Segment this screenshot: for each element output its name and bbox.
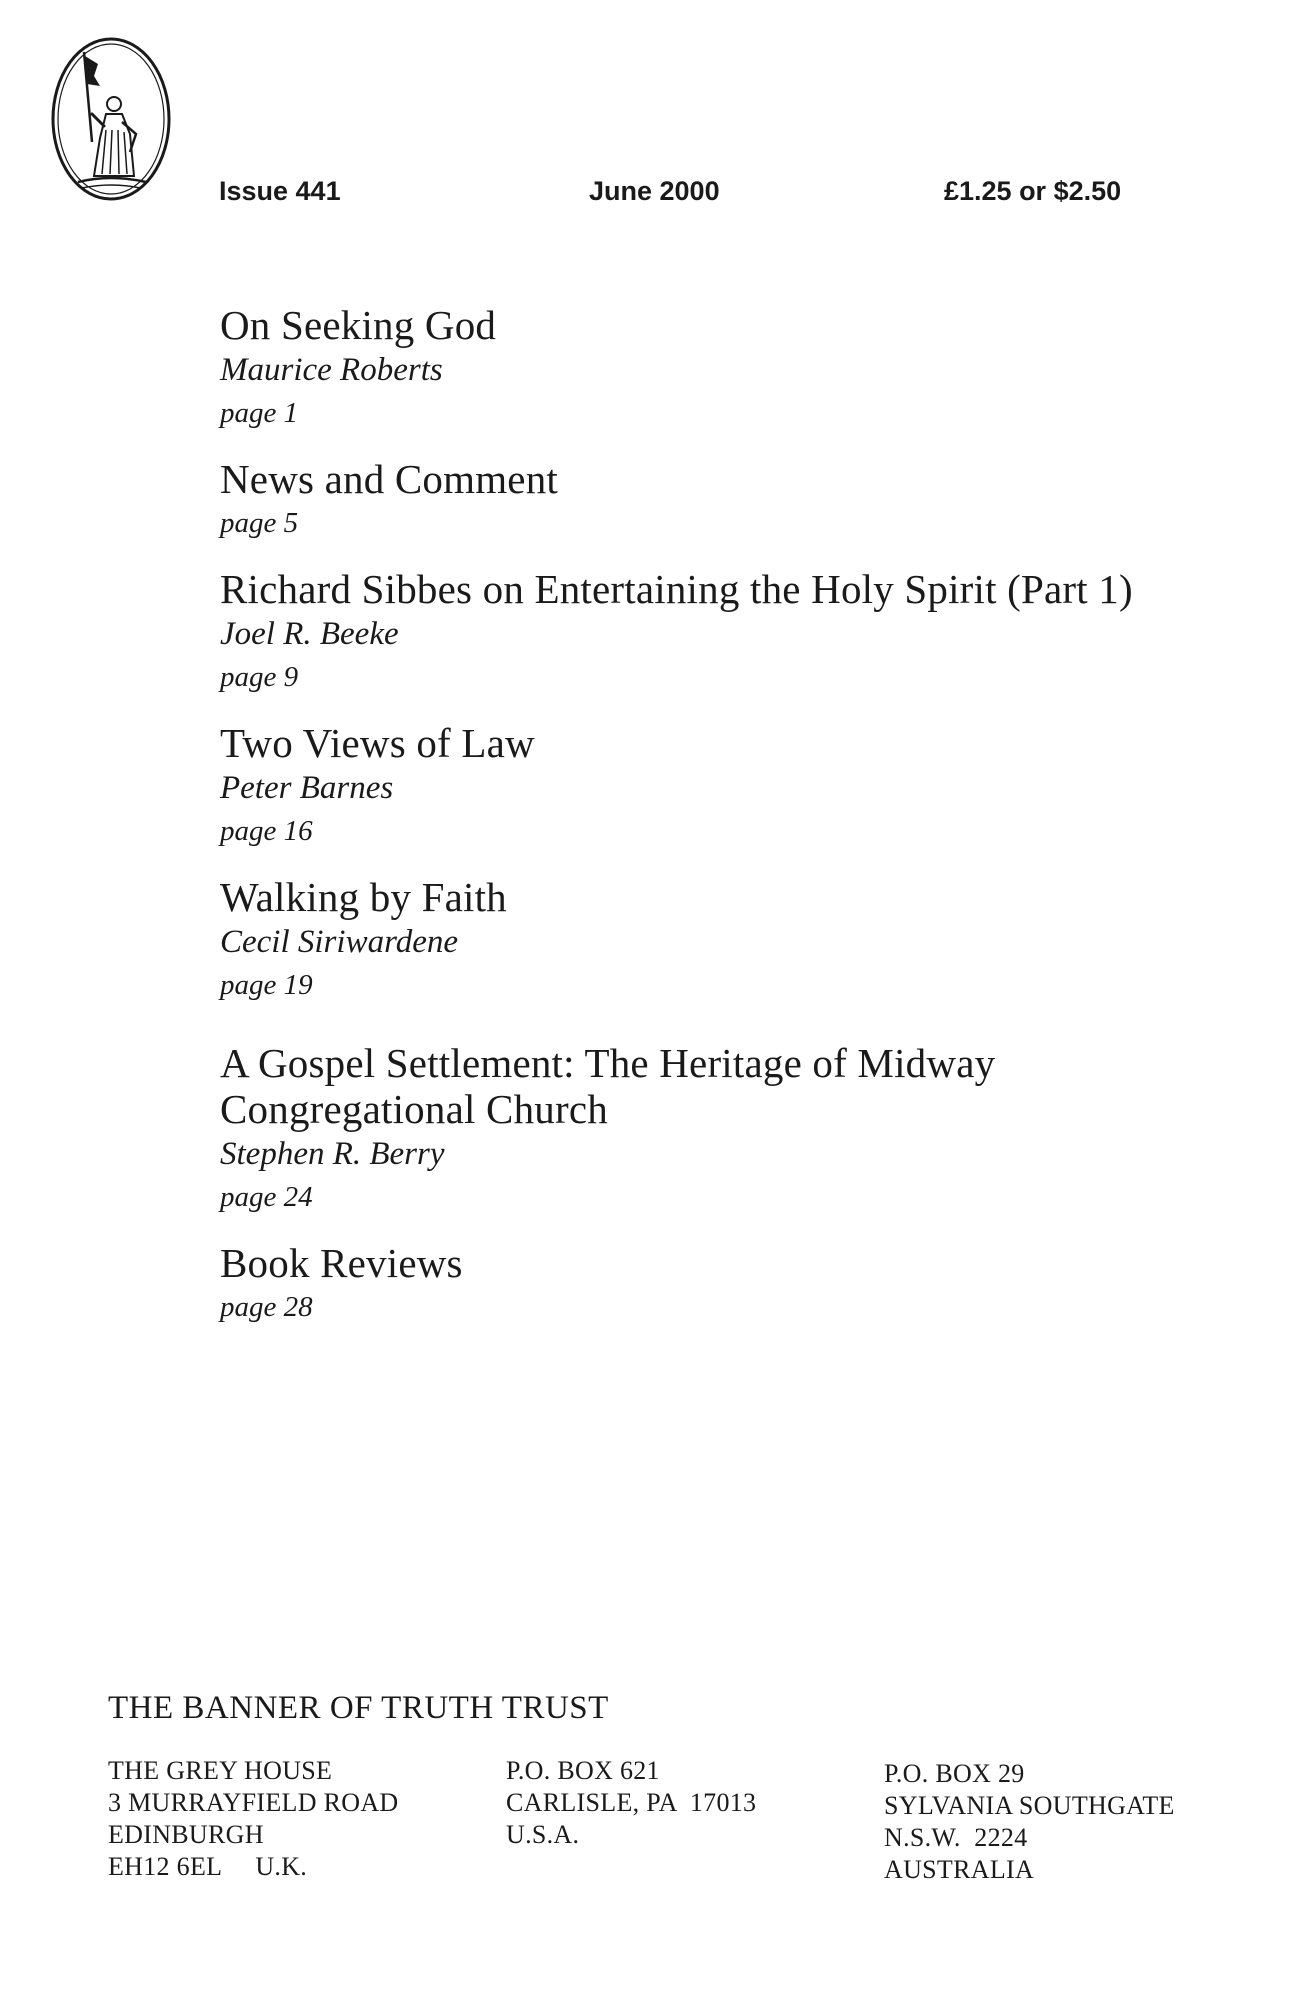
address-line: P.O. BOX 29 bbox=[884, 1759, 1025, 1788]
article-title: Walking by Faith bbox=[220, 874, 507, 920]
article-title-line-2: Congregational Church bbox=[220, 1086, 608, 1132]
article-page: page 28 bbox=[220, 1291, 313, 1323]
address-uk bbox=[108, 1755, 398, 1883]
article-page: page 9 bbox=[220, 661, 299, 693]
address-line: P.O. BOX 621 bbox=[506, 1756, 660, 1785]
issue-price: £1.25 or $2.50 bbox=[944, 176, 1122, 206]
contents-entry bbox=[220, 874, 1270, 1006]
contents-entry bbox=[220, 456, 1270, 544]
article-title: Book Reviews bbox=[220, 1240, 463, 1286]
address-line: EDINBURGH bbox=[108, 1820, 264, 1849]
address-line: N.S.W. 2224 bbox=[884, 1823, 1028, 1852]
article-author: Peter Barnes bbox=[220, 770, 394, 806]
article-title-line-1: A Gospel Settlement: The Heritage of Midway bbox=[220, 1040, 996, 1086]
article-title: On Seeking God bbox=[220, 302, 497, 348]
article-page: page 1 bbox=[220, 397, 299, 429]
article-title: News and Comment bbox=[220, 456, 558, 502]
contents-entry bbox=[220, 1040, 1270, 1218]
issue-number: Issue 441 bbox=[219, 176, 341, 206]
contents-entry bbox=[220, 720, 1270, 852]
article-page: page 19 bbox=[220, 969, 313, 1001]
article-page: page 5 bbox=[220, 507, 299, 539]
address-usa bbox=[506, 1755, 756, 1851]
address-line: U.S.A. bbox=[506, 1820, 580, 1849]
article-page: page 24 bbox=[220, 1181, 313, 1213]
masthead bbox=[0, 176, 1294, 216]
article-title: Two Views of Law bbox=[220, 720, 535, 766]
article-title: Richard Sibbes on Entertaining the Holy Spirit (Part 1) bbox=[220, 566, 1133, 612]
address-line: SYLVANIA SOUTHGATE bbox=[884, 1791, 1175, 1820]
contents-entry bbox=[220, 1240, 1270, 1328]
article-author: Stephen R. Berry bbox=[220, 1136, 445, 1172]
publisher-name: THE BANNER OF TRUTH TRUST bbox=[108, 1690, 609, 1726]
contents-entry bbox=[220, 566, 1270, 698]
address-line: CARLISLE, PA 17013 bbox=[506, 1788, 757, 1817]
issue-date: June 2000 bbox=[589, 176, 720, 206]
article-author: Maurice Roberts bbox=[220, 352, 443, 388]
address-line: EH12 6EL U.K. bbox=[108, 1852, 308, 1881]
address-line: AUSTRALIA bbox=[884, 1855, 1035, 1884]
contents-entry bbox=[220, 302, 1270, 434]
article-author: Cecil Siriwardene bbox=[220, 924, 458, 960]
article-page: page 16 bbox=[220, 815, 313, 847]
table-of-contents bbox=[220, 302, 1270, 1350]
article-author: Joel R. Beeke bbox=[220, 616, 399, 652]
address-line: THE GREY HOUSE bbox=[108, 1756, 333, 1785]
address-line: 3 MURRAYFIELD ROAD bbox=[108, 1788, 399, 1817]
address-australia bbox=[884, 1758, 1175, 1886]
